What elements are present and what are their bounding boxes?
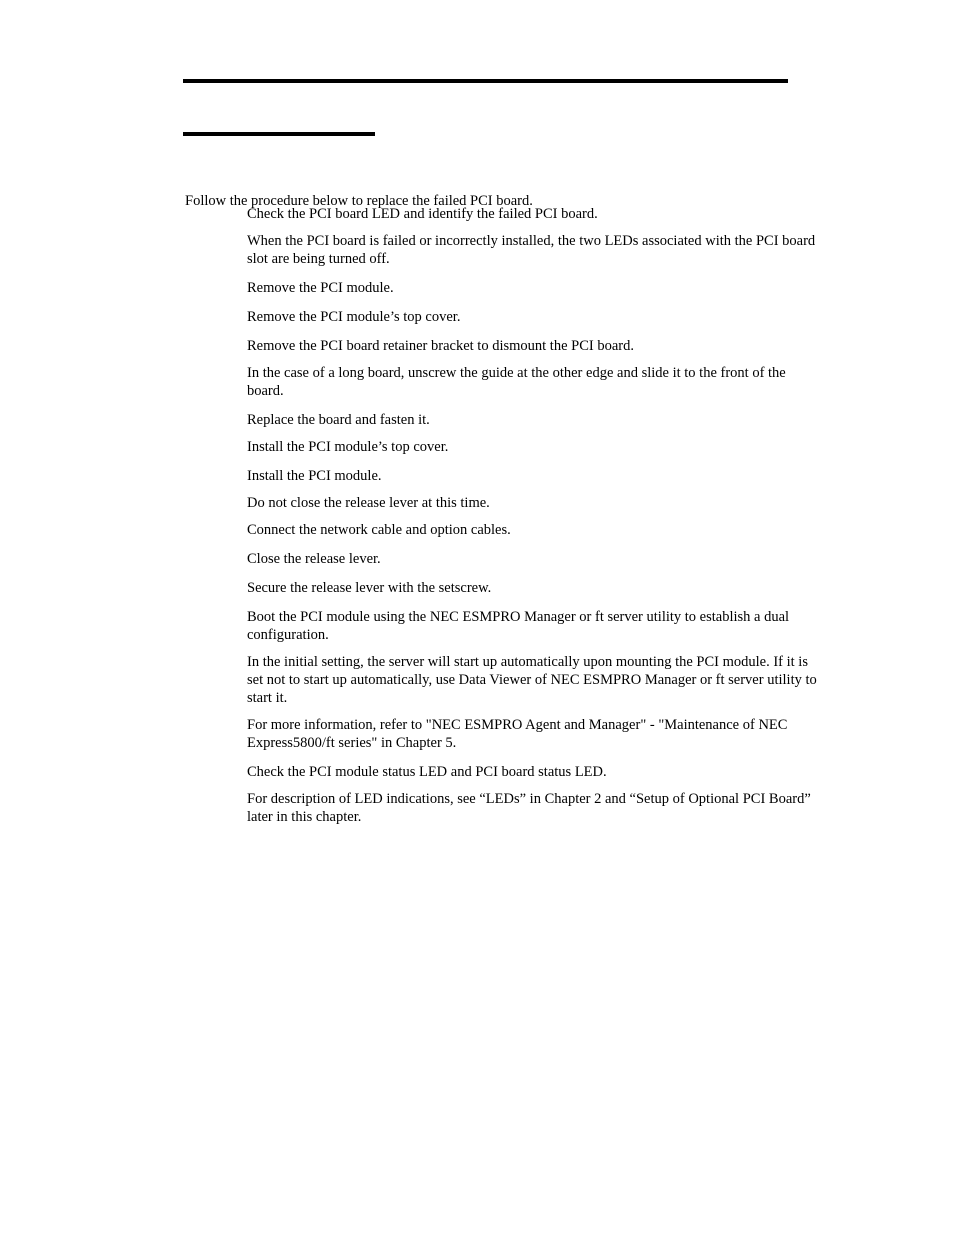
procedure-steps: [247, 205, 817, 826]
header-rule: [183, 79, 788, 83]
step-text: Boot the PCI module using the NEC ESMPRO Manager or ft server utility to establish a dual configuration.: [247, 609, 790, 643]
step-text: Remove the PCI module’s top cover.: [247, 309, 461, 325]
step-text: Close the release lever.: [247, 551, 381, 567]
step-text: Check the PCI board LED and identify the failed PCI board.: [247, 206, 598, 222]
step-text: Connect the network cable and option cables.: [247, 522, 511, 538]
step-note: For more information, refer to "NEC ESMPRO Agent and Manager" - "Maintenance of NEC Express5800/ft series" in Chapter 5.: [247, 717, 788, 751]
step-note: In the case of a long board, unscrew the guide at the other edge and slide it to the front of the board.: [247, 365, 786, 399]
step-text: Remove the PCI board retainer bracket to dismount the PCI board.: [247, 338, 634, 354]
section-heading-rule: [183, 132, 375, 136]
step-note: For description of LED indications, see “LEDs” in Chapter 2 and “Setup of Optional PCI Board” later in this chapter.: [247, 791, 811, 825]
step-text: Check the PCI module status LED and PCI board status LED.: [247, 764, 607, 780]
step-note: Do not close the release lever at this time.: [247, 495, 490, 511]
step-note: In the initial setting, the server will start up automatically upon mounting the PCI module. If it is set not to start up automatically, use Data Viewer of NEC ESMPRO Manager or ft server utility to start it.: [247, 654, 817, 706]
intro-text: Follow the procedure below to replace the failed PCI board.: [185, 192, 533, 209]
step-note: When the PCI board is failed or incorrectly installed, the two LEDs associated with the PCI board slot are being turned off.: [247, 233, 816, 267]
step-text: Install the PCI module’s top cover.: [247, 439, 449, 455]
step-text: Replace the board and fasten it.: [247, 412, 430, 428]
step-text: Install the PCI module.: [247, 468, 382, 484]
step-text: Remove the PCI module.: [247, 280, 394, 296]
step-text: Secure the release lever with the setscrew.: [247, 580, 492, 596]
